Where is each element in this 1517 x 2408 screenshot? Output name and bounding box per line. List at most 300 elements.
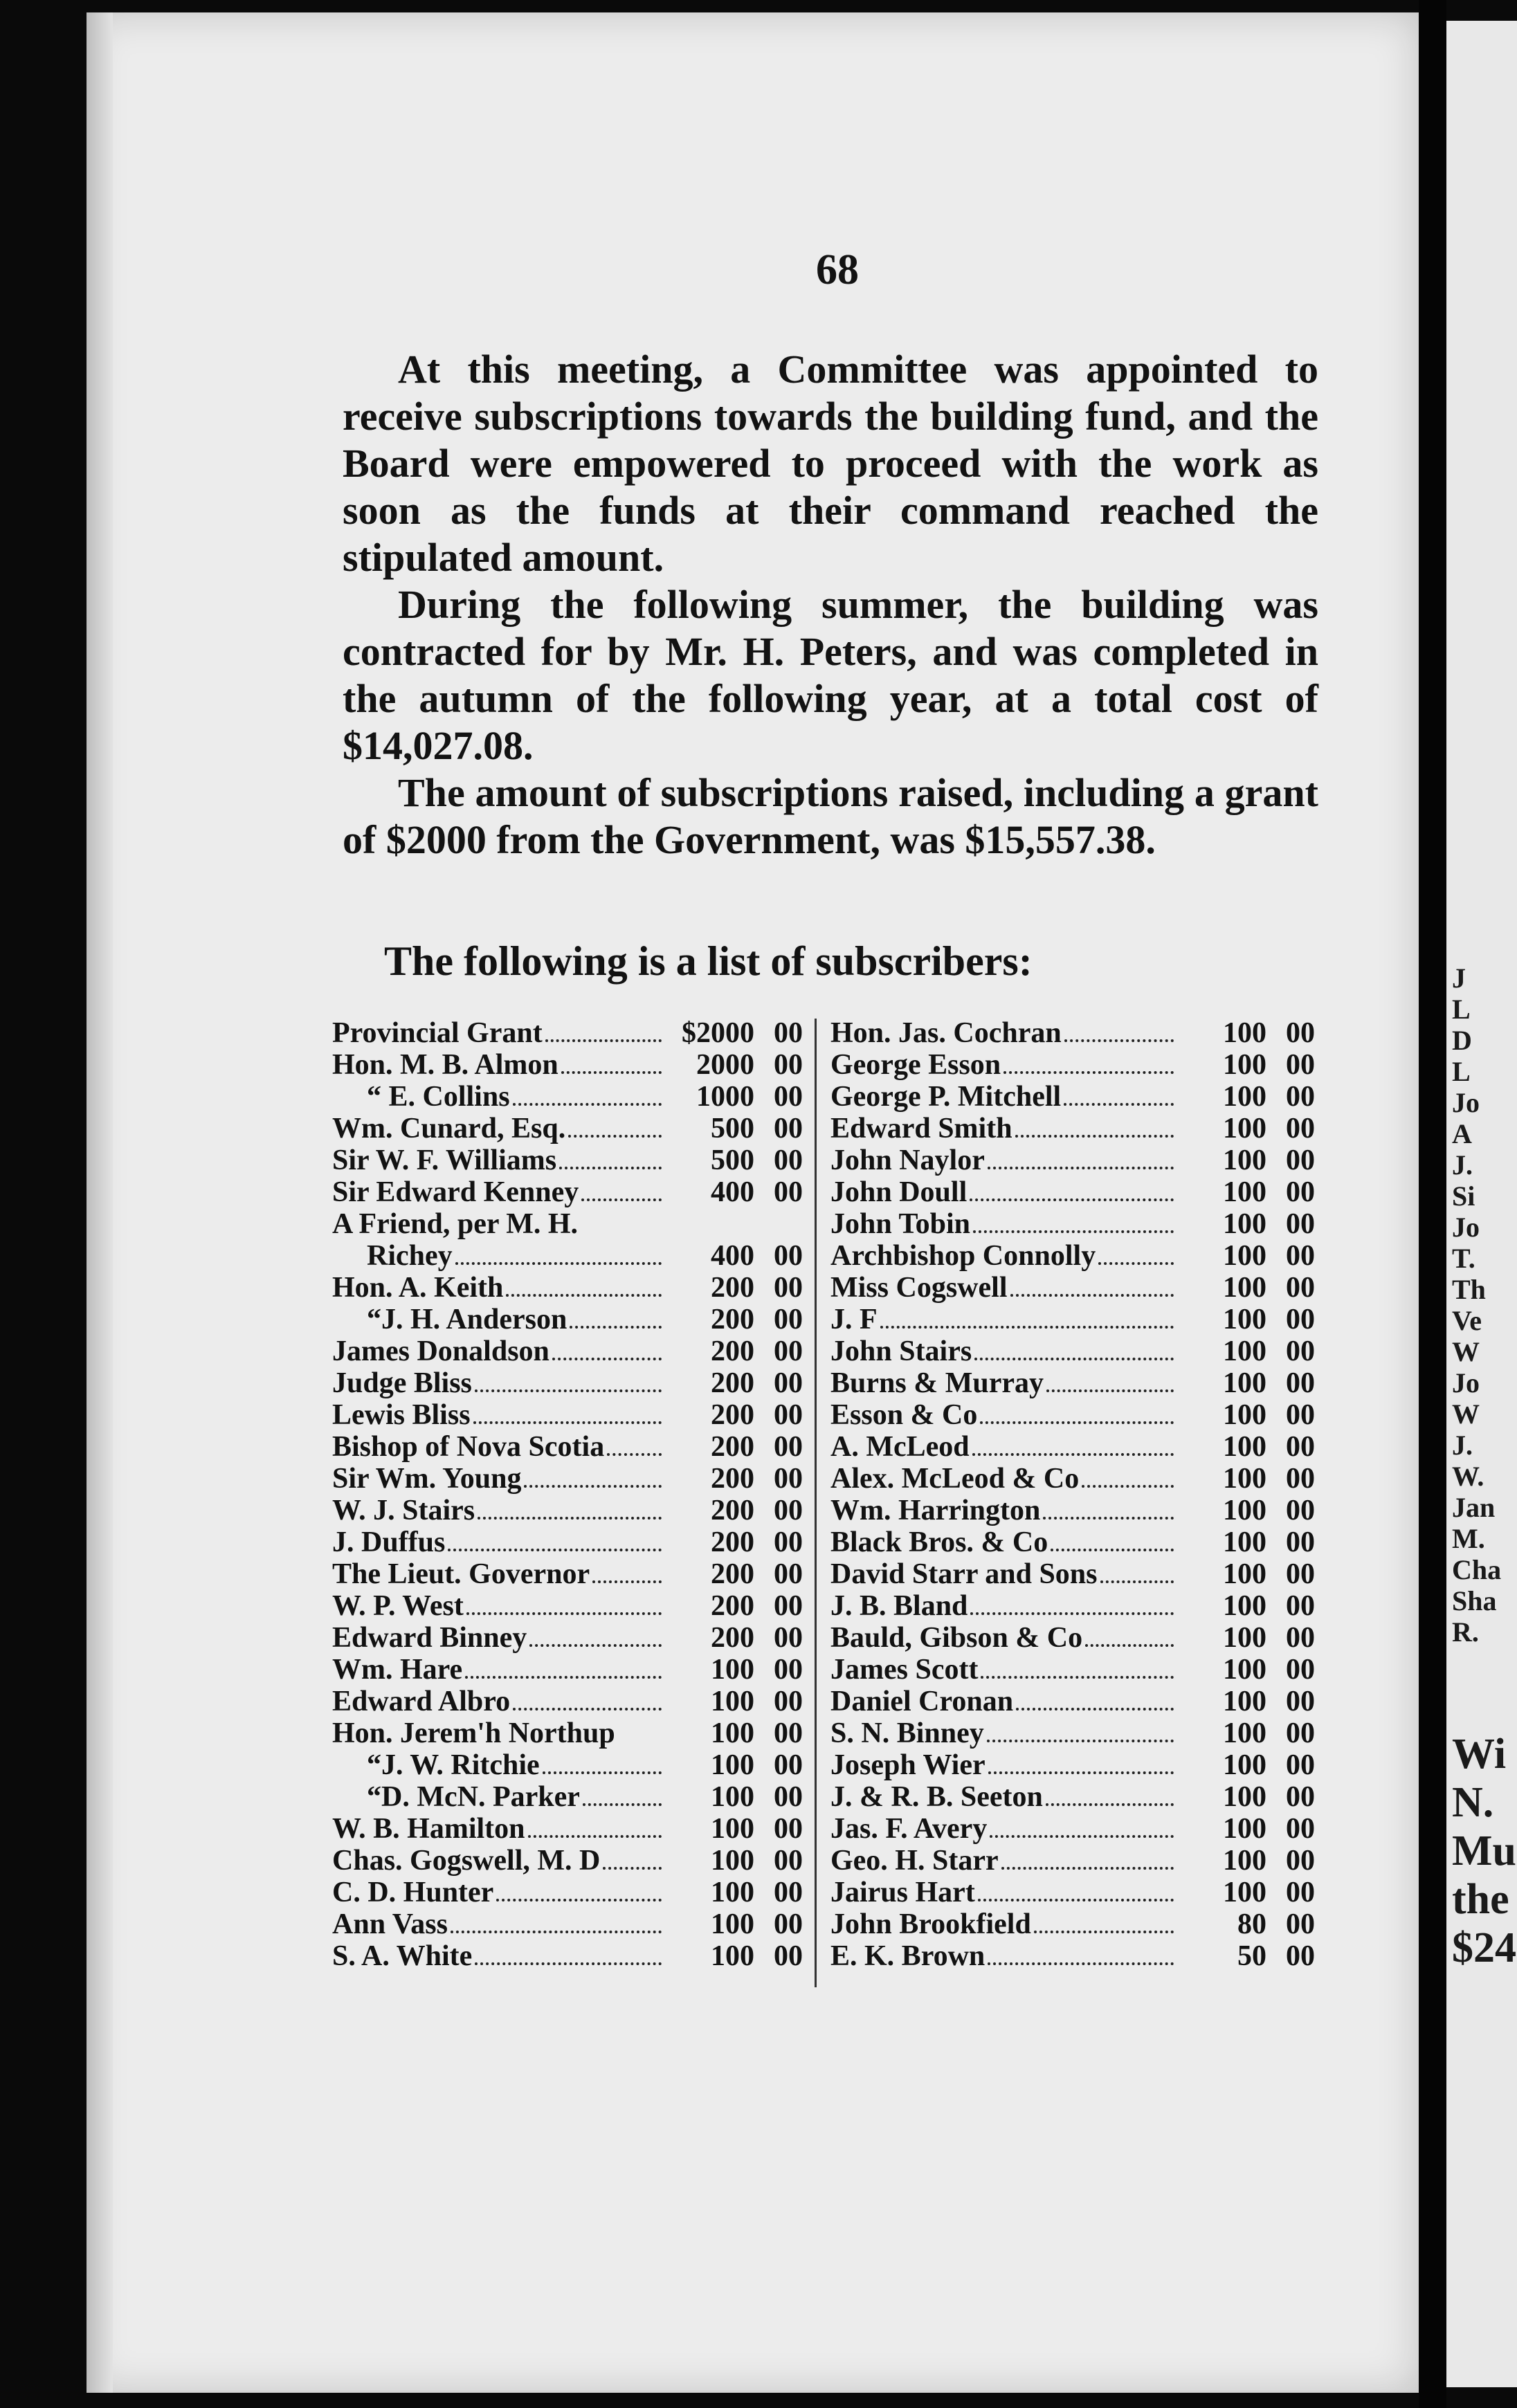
subscriber-row xyxy=(830,1304,1315,1335)
subscriber-cents: 00 xyxy=(774,1781,803,1813)
subscriber-amount: 100 xyxy=(711,1717,754,1749)
subscriber-amount: 100 xyxy=(1223,1399,1266,1431)
subscriber-row xyxy=(332,1240,803,1272)
subscriber-name: J. F xyxy=(830,1304,878,1335)
leader-dots xyxy=(475,1369,662,1392)
subscriber-row xyxy=(830,1749,1315,1781)
subscriber-name: A. McLeod xyxy=(830,1431,970,1463)
subscriber-cents: 00 xyxy=(1286,1495,1315,1526)
subscriber-name: Ann Vass xyxy=(332,1908,448,1940)
subscriber-cents: 00 xyxy=(1286,1304,1315,1335)
leader-dots xyxy=(543,1751,662,1774)
subscriber-name: S. N. Binney xyxy=(830,1717,984,1749)
leader-dots xyxy=(559,1146,662,1169)
subscriber-row xyxy=(830,1176,1315,1208)
subscriber-name: George Esson xyxy=(830,1049,1001,1081)
subscriber-name: S. A. White xyxy=(332,1940,473,1972)
subscriber-row xyxy=(830,1908,1315,1940)
paragraph-building: During the following summer, the building was contracted for by Mr. H. Peters, and was completed in the autumn of the following year, at a total cost of $14,027.08. xyxy=(343,582,1318,768)
subscriber-row xyxy=(332,1367,803,1399)
facing-page-fragment: R. xyxy=(1452,1616,1479,1648)
leader-dots xyxy=(1001,1846,1174,1870)
subscriber-cents: 00 xyxy=(1286,1877,1315,1908)
subscriber-row xyxy=(830,1208,1315,1240)
subscriber-amount: 100 xyxy=(711,1686,754,1717)
subscriber-amount: 200 xyxy=(711,1399,754,1431)
facing-page-fragment: Sha xyxy=(1452,1585,1497,1616)
leader-dots xyxy=(581,1178,662,1201)
leader-dots xyxy=(478,1496,662,1520)
subscriber-name: A Friend, per M. H. xyxy=(332,1208,579,1240)
subscriber-amount: 100 xyxy=(1223,1463,1266,1495)
subscriber-amount: 100 xyxy=(711,1877,754,1908)
subscribers-list-left xyxy=(332,1017,803,1972)
subscriber-amount: 100 xyxy=(1223,1877,1266,1908)
facing-page-fragment: Jo xyxy=(1452,1087,1480,1118)
subscriber-name: Bauld, Gibson & Co xyxy=(830,1622,1083,1654)
subscriber-amount: 200 xyxy=(711,1590,754,1622)
facing-page-fragment: the xyxy=(1452,1876,1509,1923)
leader-dots xyxy=(583,1782,662,1806)
subscriber-name: James Donaldson xyxy=(332,1335,549,1367)
subscriber-row xyxy=(830,1463,1315,1495)
leader-dots xyxy=(1051,1528,1174,1551)
subscriber-row xyxy=(830,1431,1315,1463)
facing-page-fragment: Jo xyxy=(1452,1212,1480,1243)
leader-dots xyxy=(513,1082,662,1106)
subscriber-name: James Scott xyxy=(830,1654,979,1686)
leader-dots xyxy=(1085,1623,1174,1647)
subscriber-cents: 00 xyxy=(1286,1717,1315,1749)
subscriber-name: David Starr and Sons xyxy=(830,1558,1098,1590)
leader-dots xyxy=(1015,1114,1174,1138)
subscriber-name: Archbishop Connolly xyxy=(830,1240,1096,1272)
subscriber-name: W. P. West xyxy=(332,1590,464,1622)
facing-page-fragment: J. xyxy=(1452,1430,1473,1461)
subscriber-name: Hon. A. Keith xyxy=(332,1272,504,1304)
subscriber-cents: 00 xyxy=(774,1113,803,1144)
leader-dots xyxy=(973,1210,1174,1233)
subscriber-row xyxy=(332,1335,803,1367)
subscriber-cents: 00 xyxy=(774,1558,803,1590)
subscriber-name: W. J. Stairs xyxy=(332,1495,475,1526)
subscriber-amount: 1000 xyxy=(696,1081,754,1113)
subscriber-name: Jairus Hart xyxy=(830,1877,975,1908)
leader-dots xyxy=(880,1305,1174,1329)
leader-dots xyxy=(455,1241,662,1265)
subscriber-cents: 00 xyxy=(1286,1081,1315,1113)
subscriber-name: Black Bros. & Co xyxy=(830,1526,1048,1558)
subscriber-row xyxy=(332,1463,803,1495)
subscriber-row xyxy=(830,1272,1315,1304)
subscriber-amount: 100 xyxy=(711,1749,754,1781)
subscriber-row xyxy=(332,1208,803,1240)
subscriber-row xyxy=(830,1877,1315,1908)
subscriber-name: J. Duffus xyxy=(332,1526,446,1558)
facing-page-fragment: Jan xyxy=(1452,1492,1496,1523)
subscribers-heading: The following is a list of subscribers: xyxy=(384,938,1033,984)
subscriber-cents: 00 xyxy=(774,1590,803,1622)
subscriber-name: Chas. Gogswell, M. D xyxy=(332,1845,601,1877)
leader-dots xyxy=(603,1846,662,1870)
subscriber-cents: 00 xyxy=(774,1940,803,1972)
subscriber-cents: 00 xyxy=(1286,1526,1315,1558)
facing-page-fragment: Cha xyxy=(1452,1554,1502,1585)
subscriber-cents: 00 xyxy=(1286,1113,1315,1144)
subscriber-cents: 00 xyxy=(1286,1654,1315,1686)
subscriber-cents: 00 xyxy=(1286,1176,1315,1208)
subscriber-name: Hon. M. B. Almon xyxy=(332,1049,558,1081)
subscriber-amount: 100 xyxy=(1223,1495,1266,1526)
subscriber-row xyxy=(332,1590,803,1622)
facing-page-fragment: J. xyxy=(1452,1149,1473,1180)
subscriber-cents: 00 xyxy=(1286,1590,1315,1622)
subscriber-amount: 100 xyxy=(1223,1558,1266,1590)
subscriber-name: J. B. Bland xyxy=(830,1590,968,1622)
subscriber-amount: 200 xyxy=(711,1335,754,1367)
subscriber-name: Jas. F. Avery xyxy=(830,1813,988,1845)
subscriber-cents: 00 xyxy=(1286,1686,1315,1717)
facing-page xyxy=(1446,21,1517,2387)
leader-dots xyxy=(475,1942,662,1965)
subscriber-row xyxy=(830,1654,1315,1686)
subscriber-cents: 00 xyxy=(774,1399,803,1431)
facing-page-fragment: Si xyxy=(1452,1180,1475,1212)
subscriber-cents: 00 xyxy=(774,1176,803,1208)
subscriber-amount: 100 xyxy=(1223,1622,1266,1654)
subscriber-row xyxy=(830,1590,1315,1622)
subscriber-row xyxy=(830,1622,1315,1654)
facing-page-fragment: Ve xyxy=(1452,1305,1482,1336)
leader-dots xyxy=(1046,1369,1174,1392)
subscriber-row xyxy=(332,1526,803,1558)
subscriber-row xyxy=(830,1717,1315,1749)
subscriber-name: Richey xyxy=(367,1240,453,1272)
subscriber-cents: 00 xyxy=(1286,1208,1315,1240)
subscriber-amount: 2000 xyxy=(696,1049,754,1081)
subscriber-row xyxy=(332,1113,803,1144)
subscriber-amount: 100 xyxy=(1223,1049,1266,1081)
leader-dots xyxy=(545,1019,662,1042)
book-binding xyxy=(1419,0,1446,2408)
subscriber-name: John Stairs xyxy=(830,1335,972,1367)
subscriber-row xyxy=(332,1431,803,1463)
subscriber-amount: 200 xyxy=(711,1272,754,1304)
subscriber-cents: 00 xyxy=(1286,1781,1315,1813)
subscriber-name: Daniel Cronan xyxy=(830,1686,1014,1717)
subscriber-amount: 200 xyxy=(711,1431,754,1463)
subscriber-row xyxy=(332,1272,803,1304)
subscriber-amount: 200 xyxy=(711,1463,754,1495)
subscriber-name: Joseph Wier xyxy=(830,1749,985,1781)
facing-page-fragment: L xyxy=(1452,1056,1471,1087)
facing-page-fragment: L xyxy=(1452,994,1471,1025)
subscriber-row xyxy=(332,1558,803,1590)
leader-dots xyxy=(981,1655,1174,1679)
subscriber-name: The Lieut. Governor xyxy=(332,1558,590,1590)
leader-dots xyxy=(988,1751,1174,1774)
subscriber-name: Wm. Hare xyxy=(332,1654,463,1686)
subscriber-name: John Tobin xyxy=(830,1208,971,1240)
subscriber-cents: 00 xyxy=(1286,1049,1315,1081)
leader-dots xyxy=(987,1719,1174,1742)
subscriber-name: Wm. Cunard, Esq. xyxy=(332,1113,566,1144)
facing-page-fragment: W xyxy=(1452,1398,1480,1430)
subscriber-cents: 00 xyxy=(1286,1431,1315,1463)
facing-page-fragment: Wi xyxy=(1452,1731,1507,1778)
subscriber-row xyxy=(332,1686,803,1717)
subscriber-amount: 100 xyxy=(711,1781,754,1813)
leader-dots xyxy=(448,1528,662,1551)
subscriber-amount: 100 xyxy=(1223,1781,1266,1813)
subscriber-amount: 100 xyxy=(1223,1813,1266,1845)
subscriber-row xyxy=(332,1813,803,1845)
leader-dots xyxy=(561,1050,662,1074)
subscriber-amount: 500 xyxy=(711,1144,754,1176)
leader-dots xyxy=(552,1337,662,1360)
subscriber-amount: 400 xyxy=(711,1176,754,1208)
subscriber-row xyxy=(332,1081,803,1113)
subscriber-name: Hon. Jas. Cochran xyxy=(830,1017,1062,1049)
subscriber-cents: 00 xyxy=(774,1654,803,1686)
facing-page-fragment: Mu xyxy=(1452,1827,1516,1875)
subscriber-row xyxy=(332,1940,803,1972)
subscriber-name: Edward Smith xyxy=(830,1113,1012,1144)
subscriber-amount: 200 xyxy=(711,1526,754,1558)
subscriber-row xyxy=(830,1940,1315,1972)
leader-dots xyxy=(978,1878,1174,1901)
facing-page-fragment: N. xyxy=(1452,1779,1494,1826)
facing-page-fragment: Th xyxy=(1452,1274,1486,1305)
subscriber-name: Burns & Murray xyxy=(830,1367,1044,1399)
leader-dots xyxy=(465,1655,662,1679)
subscriber-row xyxy=(332,1017,803,1049)
leader-dots xyxy=(1003,1050,1174,1074)
subscriber-name: Geo. H. Starr xyxy=(830,1845,999,1877)
subscriber-amount: 200 xyxy=(711,1495,754,1526)
subscriber-amount: 100 xyxy=(711,1845,754,1877)
subscriber-cents: 00 xyxy=(774,1526,803,1558)
subscriber-cents: 00 xyxy=(774,1717,803,1749)
subscriber-row xyxy=(830,1558,1315,1590)
subscriber-amount: 100 xyxy=(1223,1335,1266,1367)
subscriber-cents: 00 xyxy=(1286,1144,1315,1176)
subscriber-amount: 100 xyxy=(1223,1240,1266,1272)
subscriber-cents: 00 xyxy=(1286,1017,1315,1049)
subscriber-row xyxy=(830,1495,1315,1526)
subscriber-row xyxy=(332,1304,803,1335)
subscriber-amount: 100 xyxy=(1223,1749,1266,1781)
subscriber-name: Edward Albro xyxy=(332,1686,511,1717)
subscriber-amount: 100 xyxy=(1223,1208,1266,1240)
subscriber-name: John Naylor xyxy=(830,1144,985,1176)
leader-dots xyxy=(990,1814,1174,1838)
subscriber-name: John Brookfield xyxy=(830,1908,1031,1940)
leader-dots xyxy=(607,1432,662,1456)
subscriber-amount: 200 xyxy=(711,1367,754,1399)
subscriber-row xyxy=(830,1144,1315,1176)
subscriber-amount: 100 xyxy=(1223,1686,1266,1717)
leader-dots xyxy=(1064,1082,1174,1106)
subscriber-amount: 100 xyxy=(711,1813,754,1845)
subscriber-row xyxy=(830,1845,1315,1877)
subscribers-list-right xyxy=(830,1017,1315,1972)
facing-page-fragment: M. xyxy=(1452,1523,1485,1554)
leader-dots xyxy=(1098,1241,1174,1265)
subscriber-cents: 00 xyxy=(774,1367,803,1399)
subscriber-row xyxy=(830,1399,1315,1431)
subscriber-name: Wm. Harrington xyxy=(830,1495,1041,1526)
subscriber-row xyxy=(332,1877,803,1908)
subscriber-cents: 00 xyxy=(774,1017,803,1049)
subscriber-name: John Doull xyxy=(830,1176,968,1208)
paragraph-committee: At this meeting, a Committee was appointed to receive subscriptions towards the building fund, and the Board were empowered to proceed with the work as soon as the funds at their command reached the stipulated amount. xyxy=(343,347,1318,580)
subscriber-cents: 00 xyxy=(1286,1463,1315,1495)
leader-dots xyxy=(988,1146,1174,1169)
subscriber-name: “ E. Collins xyxy=(367,1081,510,1113)
subscriber-row xyxy=(332,1908,803,1940)
leader-dots xyxy=(581,1212,662,1233)
leader-dots xyxy=(1016,1687,1174,1711)
subscriber-row xyxy=(332,1176,803,1208)
subscriber-amount: 100 xyxy=(1223,1017,1266,1049)
leader-dots xyxy=(513,1687,662,1711)
subscriber-row xyxy=(830,1813,1315,1845)
column-divider xyxy=(815,1019,817,1987)
leader-dots xyxy=(980,1401,1174,1424)
leader-dots xyxy=(1064,1019,1174,1042)
subscriber-row xyxy=(830,1049,1315,1081)
subscriber-cents: 00 xyxy=(774,1877,803,1908)
subscriber-cents: 00 xyxy=(774,1431,803,1463)
subscriber-cents: 00 xyxy=(1286,1240,1315,1272)
subscriber-cents: 00 xyxy=(1286,1272,1315,1304)
subscriber-row xyxy=(830,1017,1315,1049)
subscriber-name: Sir W. F. Williams xyxy=(332,1144,557,1176)
leader-dots xyxy=(528,1814,662,1838)
page-number: 68 xyxy=(816,246,859,293)
subscriber-name: J. & R. B. Seeton xyxy=(830,1781,1043,1813)
subscriber-row xyxy=(830,1113,1315,1144)
subscriber-cents: 00 xyxy=(1286,1908,1315,1940)
leader-dots xyxy=(451,1910,662,1933)
leader-dots xyxy=(466,1591,662,1615)
subscriber-name: C. D. Hunter xyxy=(332,1877,494,1908)
subscriber-cents: 00 xyxy=(774,1304,803,1335)
leader-dots xyxy=(496,1878,662,1901)
leader-dots xyxy=(1082,1464,1174,1488)
subscriber-amount: 200 xyxy=(711,1304,754,1335)
subscriber-amount: 500 xyxy=(711,1113,754,1144)
subscriber-cents: 00 xyxy=(774,1813,803,1845)
subscriber-cents: 00 xyxy=(1286,1622,1315,1654)
subscriber-name: E. K. Brown xyxy=(830,1940,985,1972)
subscriber-cents: 00 xyxy=(1286,1845,1315,1877)
subscriber-amount: 100 xyxy=(1223,1526,1266,1558)
subscriber-name: Edward Binney xyxy=(332,1622,527,1654)
subscriber-cents: 00 xyxy=(774,1495,803,1526)
subscriber-amount: 100 xyxy=(1223,1176,1266,1208)
subscriber-row xyxy=(332,1781,803,1813)
subscriber-cents: 00 xyxy=(1286,1813,1315,1845)
subscriber-row xyxy=(332,1144,803,1176)
facing-page-fragment: A xyxy=(1452,1118,1472,1149)
subscriber-name: Sir Edward Kenney xyxy=(332,1176,579,1208)
subscriber-cents: 00 xyxy=(774,1335,803,1367)
leader-dots xyxy=(618,1722,662,1742)
subscriber-name: “J. H. Anderson xyxy=(367,1304,567,1335)
subscriber-cents: 00 xyxy=(774,1463,803,1495)
subscriber-row xyxy=(830,1367,1315,1399)
subscriber-name: George P. Mitchell xyxy=(830,1081,1062,1113)
subscriber-amount: 100 xyxy=(1223,1113,1266,1144)
subscriber-row xyxy=(830,1240,1315,1272)
leader-dots xyxy=(972,1432,1174,1456)
subscriber-name: Esson & Co xyxy=(830,1399,978,1431)
subscriber-name: Lewis Bliss xyxy=(332,1399,471,1431)
subscriber-cents: 00 xyxy=(1286,1940,1315,1972)
subscriber-cents: 00 xyxy=(774,1908,803,1940)
leader-dots xyxy=(1010,1273,1174,1297)
subscriber-amount: 400 xyxy=(711,1240,754,1272)
subscriber-row xyxy=(332,1845,803,1877)
subscriber-name: Bishop of Nova Scotia xyxy=(332,1431,605,1463)
subscriber-name: “J. W. Ritchie xyxy=(367,1749,540,1781)
facing-page-fragment: W xyxy=(1452,1336,1480,1367)
subscriber-row xyxy=(332,1654,803,1686)
subscriber-cents: 00 xyxy=(774,1686,803,1717)
subscriber-amount: 200 xyxy=(711,1622,754,1654)
subscriber-row xyxy=(332,1749,803,1781)
subscriber-name: W. B. Hamilton xyxy=(332,1813,525,1845)
subscriber-cents: 00 xyxy=(1286,1335,1315,1367)
facing-page-fragment: J xyxy=(1452,963,1466,994)
subscriber-cents: 00 xyxy=(1286,1367,1315,1399)
subscriber-cents: 00 xyxy=(774,1749,803,1781)
leader-dots xyxy=(592,1560,662,1583)
subscriber-cents: 00 xyxy=(774,1845,803,1877)
leader-dots xyxy=(974,1337,1174,1360)
subscriber-amount: 100 xyxy=(1223,1304,1266,1335)
subscriber-amount: 100 xyxy=(711,1654,754,1686)
leader-dots xyxy=(970,1178,1174,1201)
body-text xyxy=(343,346,1318,864)
subscriber-row xyxy=(332,1399,803,1431)
facing-page-fragment: D xyxy=(1452,1025,1472,1056)
leader-dots xyxy=(970,1591,1174,1615)
leader-dots xyxy=(1100,1560,1174,1583)
facing-page-fragment: Jo xyxy=(1452,1367,1480,1398)
subscriber-row xyxy=(830,1526,1315,1558)
subscriber-amount: 100 xyxy=(1223,1590,1266,1622)
subscriber-amount: 100 xyxy=(1223,1367,1266,1399)
facing-page-fragment: T. xyxy=(1452,1243,1475,1274)
subscriber-amount: 100 xyxy=(1223,1654,1266,1686)
subscriber-amount: 80 xyxy=(1237,1908,1266,1940)
leader-dots xyxy=(568,1114,662,1138)
facing-page-fragment: $24 xyxy=(1452,1924,1516,1971)
subscriber-cents: 00 xyxy=(774,1240,803,1272)
subscriber-amount: 200 xyxy=(711,1558,754,1590)
facing-page-fragment: W. xyxy=(1452,1461,1484,1492)
page-edge-shadow xyxy=(87,12,113,2393)
subscriber-row xyxy=(830,1686,1315,1717)
subscriber-amount: 100 xyxy=(1223,1081,1266,1113)
subscriber-name: Hon. Jerem'h Northup xyxy=(332,1717,615,1749)
subscriber-cents: 00 xyxy=(1286,1749,1315,1781)
leader-dots xyxy=(524,1464,662,1488)
leader-dots xyxy=(988,1942,1174,1965)
